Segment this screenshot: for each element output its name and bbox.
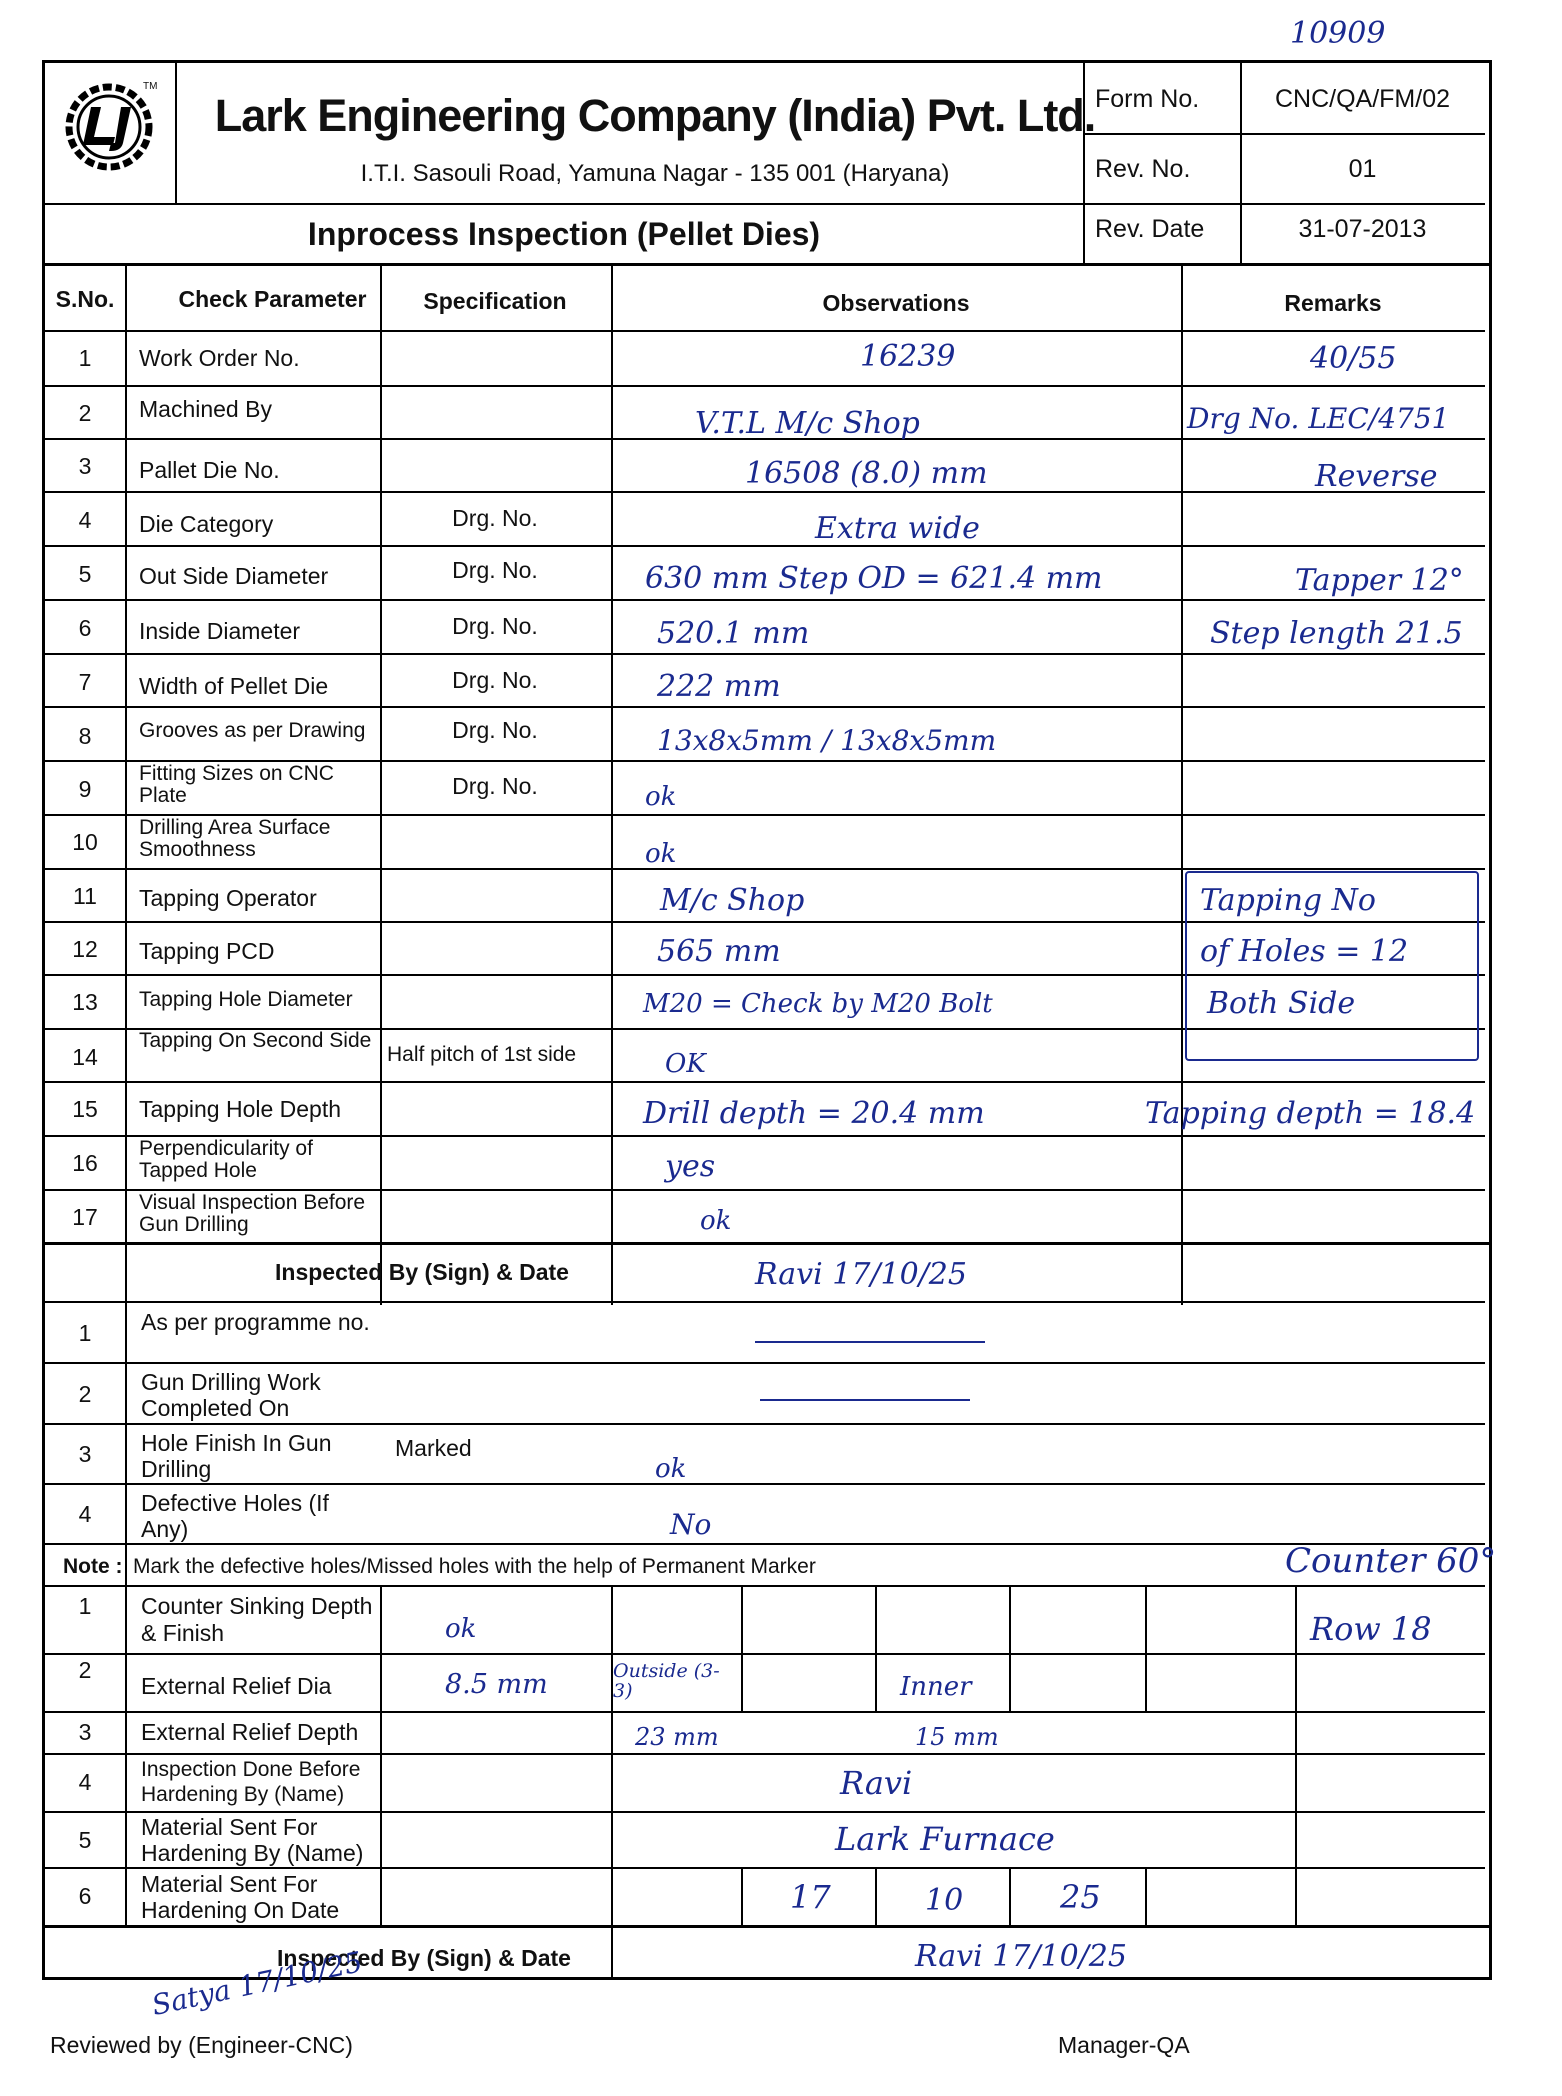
s2-row-3-sno: 3 [78, 1441, 92, 1467]
col-sno-header: S.No. [55, 286, 115, 312]
row-12-sno: 12 [72, 936, 98, 962]
form-no-label: Form No. [1095, 85, 1200, 113]
row-5-observation: 630 mm Step OD = 621.4 mm [645, 561, 1103, 596]
s3-row-3-outside: 23 mm [635, 1723, 719, 1751]
row-7-param: Width of Pellet Die [139, 673, 329, 699]
row-8-sno: 8 [78, 723, 92, 749]
row-3-param: Pallet Die No. [139, 457, 280, 483]
row-6-sno: 6 [78, 615, 92, 641]
document-number: 10909 [1290, 16, 1386, 51]
row-17-observation: ok [700, 1206, 732, 1236]
company-address: I.T.I. Sasouli Road, Yamuna Nagar - 135 001 (Haryana) [360, 160, 950, 187]
row-17-param: Visual Inspection Before Gun Drilling [139, 1191, 366, 1236]
row-7-observation: 222 mm [657, 669, 781, 704]
row-16-observation: yes [665, 1149, 716, 1184]
col-observations-header: Observations [822, 290, 970, 316]
s3-row-5-sno: 5 [78, 1827, 92, 1853]
s3-row-3-param: External Relief Depth [141, 1719, 359, 1745]
row-11-remark: Tapping No [1200, 883, 1376, 918]
row-3-remark: Reverse [1315, 459, 1438, 494]
row-2-remark: Drg No. LEC/4751 [1187, 402, 1450, 435]
reviewed-by-label: Reviewed by (Engineer-CNC) [50, 2032, 353, 2058]
s2-row-1-sno: 1 [78, 1320, 92, 1346]
s2-row-3-spec: Marked [395, 1435, 472, 1461]
inspected-by-signature-2: Ravi 17/10/25 [915, 1939, 1127, 1974]
row-16-param: Perpendicularity of Tapped Hole [139, 1137, 313, 1182]
row-11-param: Tapping Operator [139, 885, 317, 911]
inspected-by-label-1: Inspected By (Sign) & Date [275, 1259, 569, 1285]
s2-row-4-sno: 4 [78, 1501, 92, 1527]
row-4-sno: 4 [78, 507, 92, 533]
row-14-sno: 14 [72, 1044, 98, 1070]
s3-row-2-inner: Inner [900, 1672, 972, 1702]
row-6-observation: 520.1 mm [657, 616, 810, 651]
row-6-remark: Step length 21.5 [1210, 616, 1463, 651]
form-no-value: CNC/QA/FM/02 [1274, 85, 1451, 113]
row-14-observation: OK [665, 1049, 706, 1079]
s3-row-4-sno: 4 [78, 1769, 92, 1795]
form-title: Inprocess Inspection (Pellet Dies) [307, 216, 821, 252]
row-13-sno: 13 [72, 989, 98, 1015]
row-1-remark: 40/55 [1310, 341, 1397, 376]
row-7-spec: Drg. No. [452, 667, 538, 693]
s3-row-5-param: Material Sent For Hardening By (Name) [141, 1814, 364, 1866]
col-spec-header: Specification [423, 288, 567, 314]
s3-row-6-year: 25 [1060, 1878, 1101, 1916]
row-2-param: Machined By [139, 396, 272, 422]
row-9-sno: 9 [78, 776, 92, 802]
row-2-sno: 2 [78, 400, 92, 426]
row-10-observation: ok [645, 839, 677, 869]
s3-row-2-outside: Outside (3-3) [613, 1660, 720, 1702]
s3-row-1-spec: ok [445, 1614, 477, 1644]
row-6-spec: Drg. No. [452, 613, 538, 639]
row-9-observation: ok [645, 782, 677, 812]
row-5-spec: Drg. No. [452, 557, 538, 583]
row-13-remark: Both Side [1207, 986, 1356, 1021]
row-14-param: Tapping On Second Side [139, 1029, 372, 1052]
row-10-param: Drilling Area Surface Smoothness [139, 816, 331, 861]
row-3-observation: 16508 (8.0) mm [745, 456, 988, 491]
row-5-param: Out Side Diameter [139, 563, 329, 589]
row-8-param: Grooves as per Drawing [139, 719, 366, 742]
row-9-spec: Drg. No. [452, 773, 538, 799]
inspection-form [42, 60, 1497, 1980]
row-15-remark: Tapping depth = 18.4 [1145, 1096, 1476, 1131]
manager-qa-label: Manager-QA [1058, 2032, 1190, 2058]
row-17-sno: 17 [72, 1204, 98, 1230]
row-2-observation: V.T.L M/c Shop [695, 406, 920, 441]
s3-row-2-spec: 8.5 mm [445, 1669, 548, 1700]
s3-row-3-inner: 15 mm [915, 1723, 999, 1751]
row-15-param: Tapping Hole Depth [139, 1096, 342, 1122]
row-16-sno: 16 [72, 1150, 98, 1176]
row-8-spec: Drg. No. [452, 717, 538, 743]
company-name: Lark Engineering Company (India) Pvt. Ltd. [214, 90, 1096, 141]
s2-row-1-param: As per programme no. [141, 1309, 370, 1335]
s3-row-1-param: Counter Sinking Depth & Finish [141, 1593, 373, 1646]
col-remarks-header: Remarks [1284, 290, 1382, 316]
s3-row-3-sno: 3 [78, 1719, 92, 1745]
s3-row-2-param: External Relief Dia [141, 1673, 332, 1699]
row-13-param: Tapping Hole Diameter [139, 988, 353, 1011]
row-7-sno: 7 [78, 669, 92, 695]
company-logo: TM [63, 81, 155, 173]
row-12-param: Tapping PCD [139, 938, 275, 964]
row-11-sno: 11 [73, 883, 97, 909]
tapping-remark-bracket [1185, 871, 1479, 1061]
row-10-sno: 10 [72, 829, 98, 855]
s2-row-4-param: Defective Holes (If Any) [141, 1490, 329, 1542]
s3-row-6-sno: 6 [78, 1883, 92, 1909]
rev-no-label: Rev. No. [1095, 155, 1191, 183]
row-15-observation: Drill depth = 20.4 mm [643, 1096, 985, 1131]
s2-row-3-param: Hole Finish In Gun Drilling [141, 1430, 332, 1482]
reviewer-signature: Satya 17/10/25 [148, 1945, 366, 2022]
row-5-sno: 5 [78, 561, 92, 587]
s3-row-6-day: 17 [790, 1878, 831, 1916]
row-4-param: Die Category [139, 511, 274, 537]
row-1-param: Work Order No. [139, 345, 300, 371]
row-9-param: Fitting Sizes on CNC Plate [139, 762, 334, 807]
row-4-observation: Extra wide [815, 511, 980, 546]
inspected-by-signature-1: Ravi 17/10/25 [755, 1257, 967, 1292]
rev-date-label: Rev. Date [1095, 215, 1205, 243]
note-label: Note : [63, 1555, 123, 1578]
row-13-observation: M20 = Check by M20 Bolt [643, 989, 993, 1019]
s2-row-3-observation: ok [655, 1454, 687, 1484]
row-1-observation: 16239 [860, 339, 956, 374]
row-12-observation: 565 mm [657, 934, 781, 969]
s3-row-1-remark: Row 18 [1310, 1610, 1432, 1648]
s2-row-2-param: Gun Drilling Work Completed On [141, 1369, 321, 1421]
col-param-header: Check Parameter [178, 286, 367, 312]
row-12-remark: of Holes = 12 [1200, 934, 1409, 969]
s3-row-6-month: 10 [925, 1883, 964, 1918]
rev-date-value: 31-07-2013 [1298, 215, 1427, 243]
row-14-spec: Half pitch of 1st side [387, 1043, 577, 1066]
s3-row-1-sno: 1 [78, 1593, 92, 1619]
s2-row-2-sno: 2 [78, 1381, 92, 1407]
s3-row-2-sno: 2 [78, 1657, 92, 1683]
row-4-spec: Drg. No. [452, 505, 538, 531]
note-text: Mark the defective holes/Missed holes with the help of Permanent Marker [133, 1555, 816, 1578]
row-8-observation: 13x8x5mm / 13x8x5mm [657, 724, 997, 757]
note-handwritten: Counter 60° [1285, 1541, 1497, 1581]
s3-row-4-observation: Ravi [840, 1764, 913, 1802]
s3-row-5-observation: Lark Furnace [835, 1820, 1055, 1858]
s2-row-4-observation: No [670, 1508, 712, 1541]
row-11-observation: M/c Shop [660, 883, 805, 918]
row-6-param: Inside Diameter [139, 618, 301, 644]
rev-no-value: 01 [1348, 155, 1377, 183]
row-1-sno: 1 [78, 345, 92, 371]
row-3-sno: 3 [78, 453, 92, 479]
s3-row-4-param: Inspection Done Before Hardening By (Name) [141, 1758, 361, 1806]
row-15-sno: 15 [72, 1096, 98, 1122]
inspected-by-label-2: Inspected By (Sign) & Date [277, 1945, 571, 1971]
s3-row-6-param: Material Sent For Hardening On Date [141, 1871, 340, 1923]
row-5-remark: Tapper 12° [1295, 563, 1464, 598]
